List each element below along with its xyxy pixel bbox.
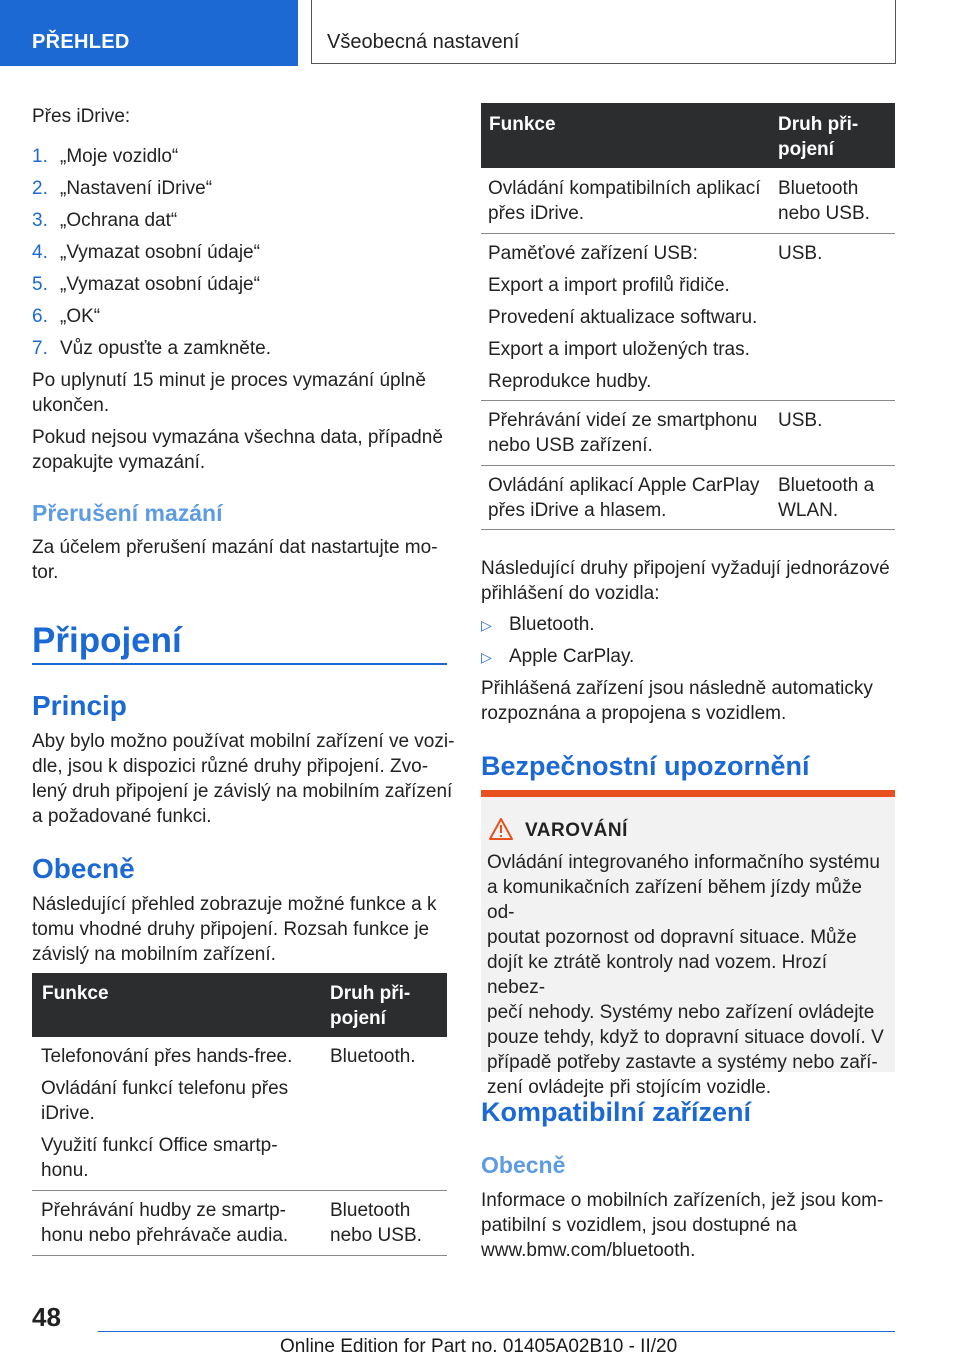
warning-line: pečí nehody. Systémy nebo zařízení ovládejte [487,1002,875,1023]
paragraph-line: lený druh připojení je závislý na mobilním zařízení [32,781,453,802]
paragraph-line: Aby bylo možno používat mobilní zařízení ve vozi‐ [32,731,455,752]
edition-text: Online Edition for Part no. 01405A02B10 - II/20 [280,1336,678,1357]
table-cell: nebo USB. [778,203,870,224]
heading-general-right: Obecně [481,1152,566,1178]
step-text: Vůz opusťte a zamkněte. [60,338,271,359]
warning-line: Ovládání integrovaného informačního systému [487,852,880,873]
table-cell: Provedení aktualizace softwaru. [488,307,758,328]
header-connection-l2: pojení [330,1008,386,1029]
triangle-bullet-icon: ▷ [481,617,492,633]
list-item [32,336,271,361]
paragraph-line: a požadované funkci. [32,806,212,827]
table-cell: iDrive. [41,1103,95,1124]
table-cell: Paměťové zařízení USB: [488,243,698,264]
paragraph-line: dle, jsou k dispozici různé druhy připojení. Zvo‐ [32,756,429,777]
list-item [32,176,212,201]
warning-triangle-icon [489,818,513,840]
table-cell: přes iDrive. [488,203,585,224]
row-divider [481,465,895,466]
heading-compatible: Kompatibilní zařízení [481,1097,752,1127]
paragraph-line: přihlášení do vozidla: [481,583,660,604]
row-divider [481,233,895,234]
heading-safety: Bezpečnostní upozornění [481,751,810,781]
table-cell: Export a import uložených tras. [488,339,750,360]
list-item [32,208,177,233]
list-item [32,240,260,265]
paragraph-line: tor. [32,562,59,583]
step-number: 7. [32,338,48,359]
subheading-interrupt: Přerušení mazání [32,500,223,526]
header-function: Funkce [489,114,556,135]
table-header [481,103,895,168]
table-cell: Ovládání kompatibilních aplikací [488,178,761,199]
table-cell: Ovládání aplikací Apple CarPlay [488,475,760,496]
table-cell: Přehrávání hudby ze smartp‐ [41,1200,287,1221]
row-divider [481,529,895,530]
warning-box [481,790,895,1098]
table-cell: nebo USB zařízení. [488,435,653,456]
row-divider [481,400,895,401]
heading-general: Obecně [32,853,135,884]
table-cell: Bluetooth [778,178,859,199]
list-item [32,272,260,297]
row-divider [32,1255,447,1256]
table-cell: nebo USB. [330,1225,422,1246]
warning-text [487,850,889,1100]
paragraph-line: Přihlášená zařízení jsou následně automaticky [481,678,873,699]
table-cell: honu. [41,1160,89,1181]
warning-line: poutat pozornost od dopravní situace. Může [487,927,857,948]
table-cell: Bluetooth. [330,1046,416,1067]
step-text: „Vymazat osobní údaje“ [60,242,260,263]
step-number: 6. [32,306,48,327]
table-cell: Přehrávání videí ze smartphonu [488,410,758,431]
table-cell: Ovládání funkcí telefonu přes [41,1078,289,1099]
paragraph-line: Za účelem přerušení mazání dat nastartujte mo‐ [32,537,438,558]
bluetooth-link[interactable]: www.bmw.com/bluetooth. [481,1240,696,1261]
header-function: Funkce [42,983,109,1004]
table-cell: Bluetooth a [778,475,875,496]
step-text: „Vymazat osobní údaje“ [60,274,260,295]
header-connection-l1: Druh při‐ [778,114,859,135]
paragraph-line: ukončen. [32,395,110,416]
page-header [0,0,960,66]
header-connection-l1: Druh při‐ [330,983,411,1004]
bullet-text: Bluetooth. [509,614,595,635]
warning-line: případě potřeby zastavte a systémy nebo zaří‐ [487,1052,878,1073]
bullet-text: Apple CarPlay. [509,646,635,667]
step-number: 3. [32,210,48,231]
table-cell: WLAN. [778,500,839,521]
list-item [32,144,178,169]
warning-line: a komunikačních zařízení během jízdy může od‐ [487,877,862,923]
intro-text: Přes iDrive: [32,106,131,127]
table-cell: Telefonování přes hands-free. [41,1046,293,1067]
table-cell: Využití funkcí Office smartp‐ [41,1135,278,1156]
paragraph-line: Pokud nejsou vymazána všechna data, případně [32,427,443,448]
table-cell: honu nebo přehrávače audia. [41,1225,289,1246]
paragraph-line: zopakujte vymazání. [32,452,206,473]
heading-principle: Princip [32,690,127,721]
heading-connection: Připojení [32,621,182,660]
paragraph-line: závislý na mobilním zařízení. [32,944,276,965]
table-header [32,973,447,1037]
page-number: 48 [32,1302,61,1332]
paragraph-line: Následující druhy připojení vyžadují jednorázové [481,558,890,579]
heading-rule [32,663,447,665]
step-text: „OK“ [60,306,101,327]
paragraph-line: patibilní s vozidlem, jsou dostupné na [481,1215,797,1236]
warning-bar [481,790,895,797]
table-cell: USB. [778,243,823,264]
footer-rule [98,1331,895,1332]
row-divider [32,1190,447,1191]
list-item [32,304,100,329]
table-cell: Export a import profilů řidiče. [488,275,730,296]
table-cell: přes iDrive a hlasem. [488,500,667,521]
step-text: „Moje vozidlo“ [60,146,179,167]
paragraph-line: Následující přehled zobrazuje možné funkce a k [32,894,437,915]
table-cell: USB. [778,410,823,431]
paragraph-line: tomu vhodné druhy připojení. Rozsah funkce je [32,919,430,940]
list-item [481,612,595,638]
step-text: „Ochrana dat“ [60,210,178,231]
table-cell: Bluetooth [330,1200,411,1221]
step-number: 4. [32,242,48,263]
triangle-bullet-icon: ▷ [481,649,492,665]
paragraph-line: rozpoznána a propojena s vozidlem. [481,703,787,724]
step-number: 2. [32,178,48,199]
paragraph-line: Po uplynutí 15 minut je proces vymazání úplně [32,370,426,391]
header-connection-l2: pojení [778,139,834,160]
warning-line: pouze tehdy, když to dopravní situace dovolí. V [487,1027,884,1048]
warning-line: dojít ke ztrátě kontroly nad vozem. Hrozí nebez‐ [487,952,828,998]
step-number: 1. [32,146,48,167]
list-item [481,644,634,670]
table-cell: Reprodukce hudby. [488,371,652,392]
warning-line: zení ovládejte při stojícím vozidle. [487,1077,772,1098]
step-text: „Nastavení iDrive“ [60,178,213,199]
warning-title: VAROVÁNÍ [525,820,628,841]
step-number: 5. [32,274,48,295]
tab-overview[interactable]: PŘEHLED [0,0,298,66]
paragraph-line: Informace o mobilních zařízeních, jež jsou kom‐ [481,1190,884,1211]
section-title: Všeobecná nastavení [311,0,896,64]
